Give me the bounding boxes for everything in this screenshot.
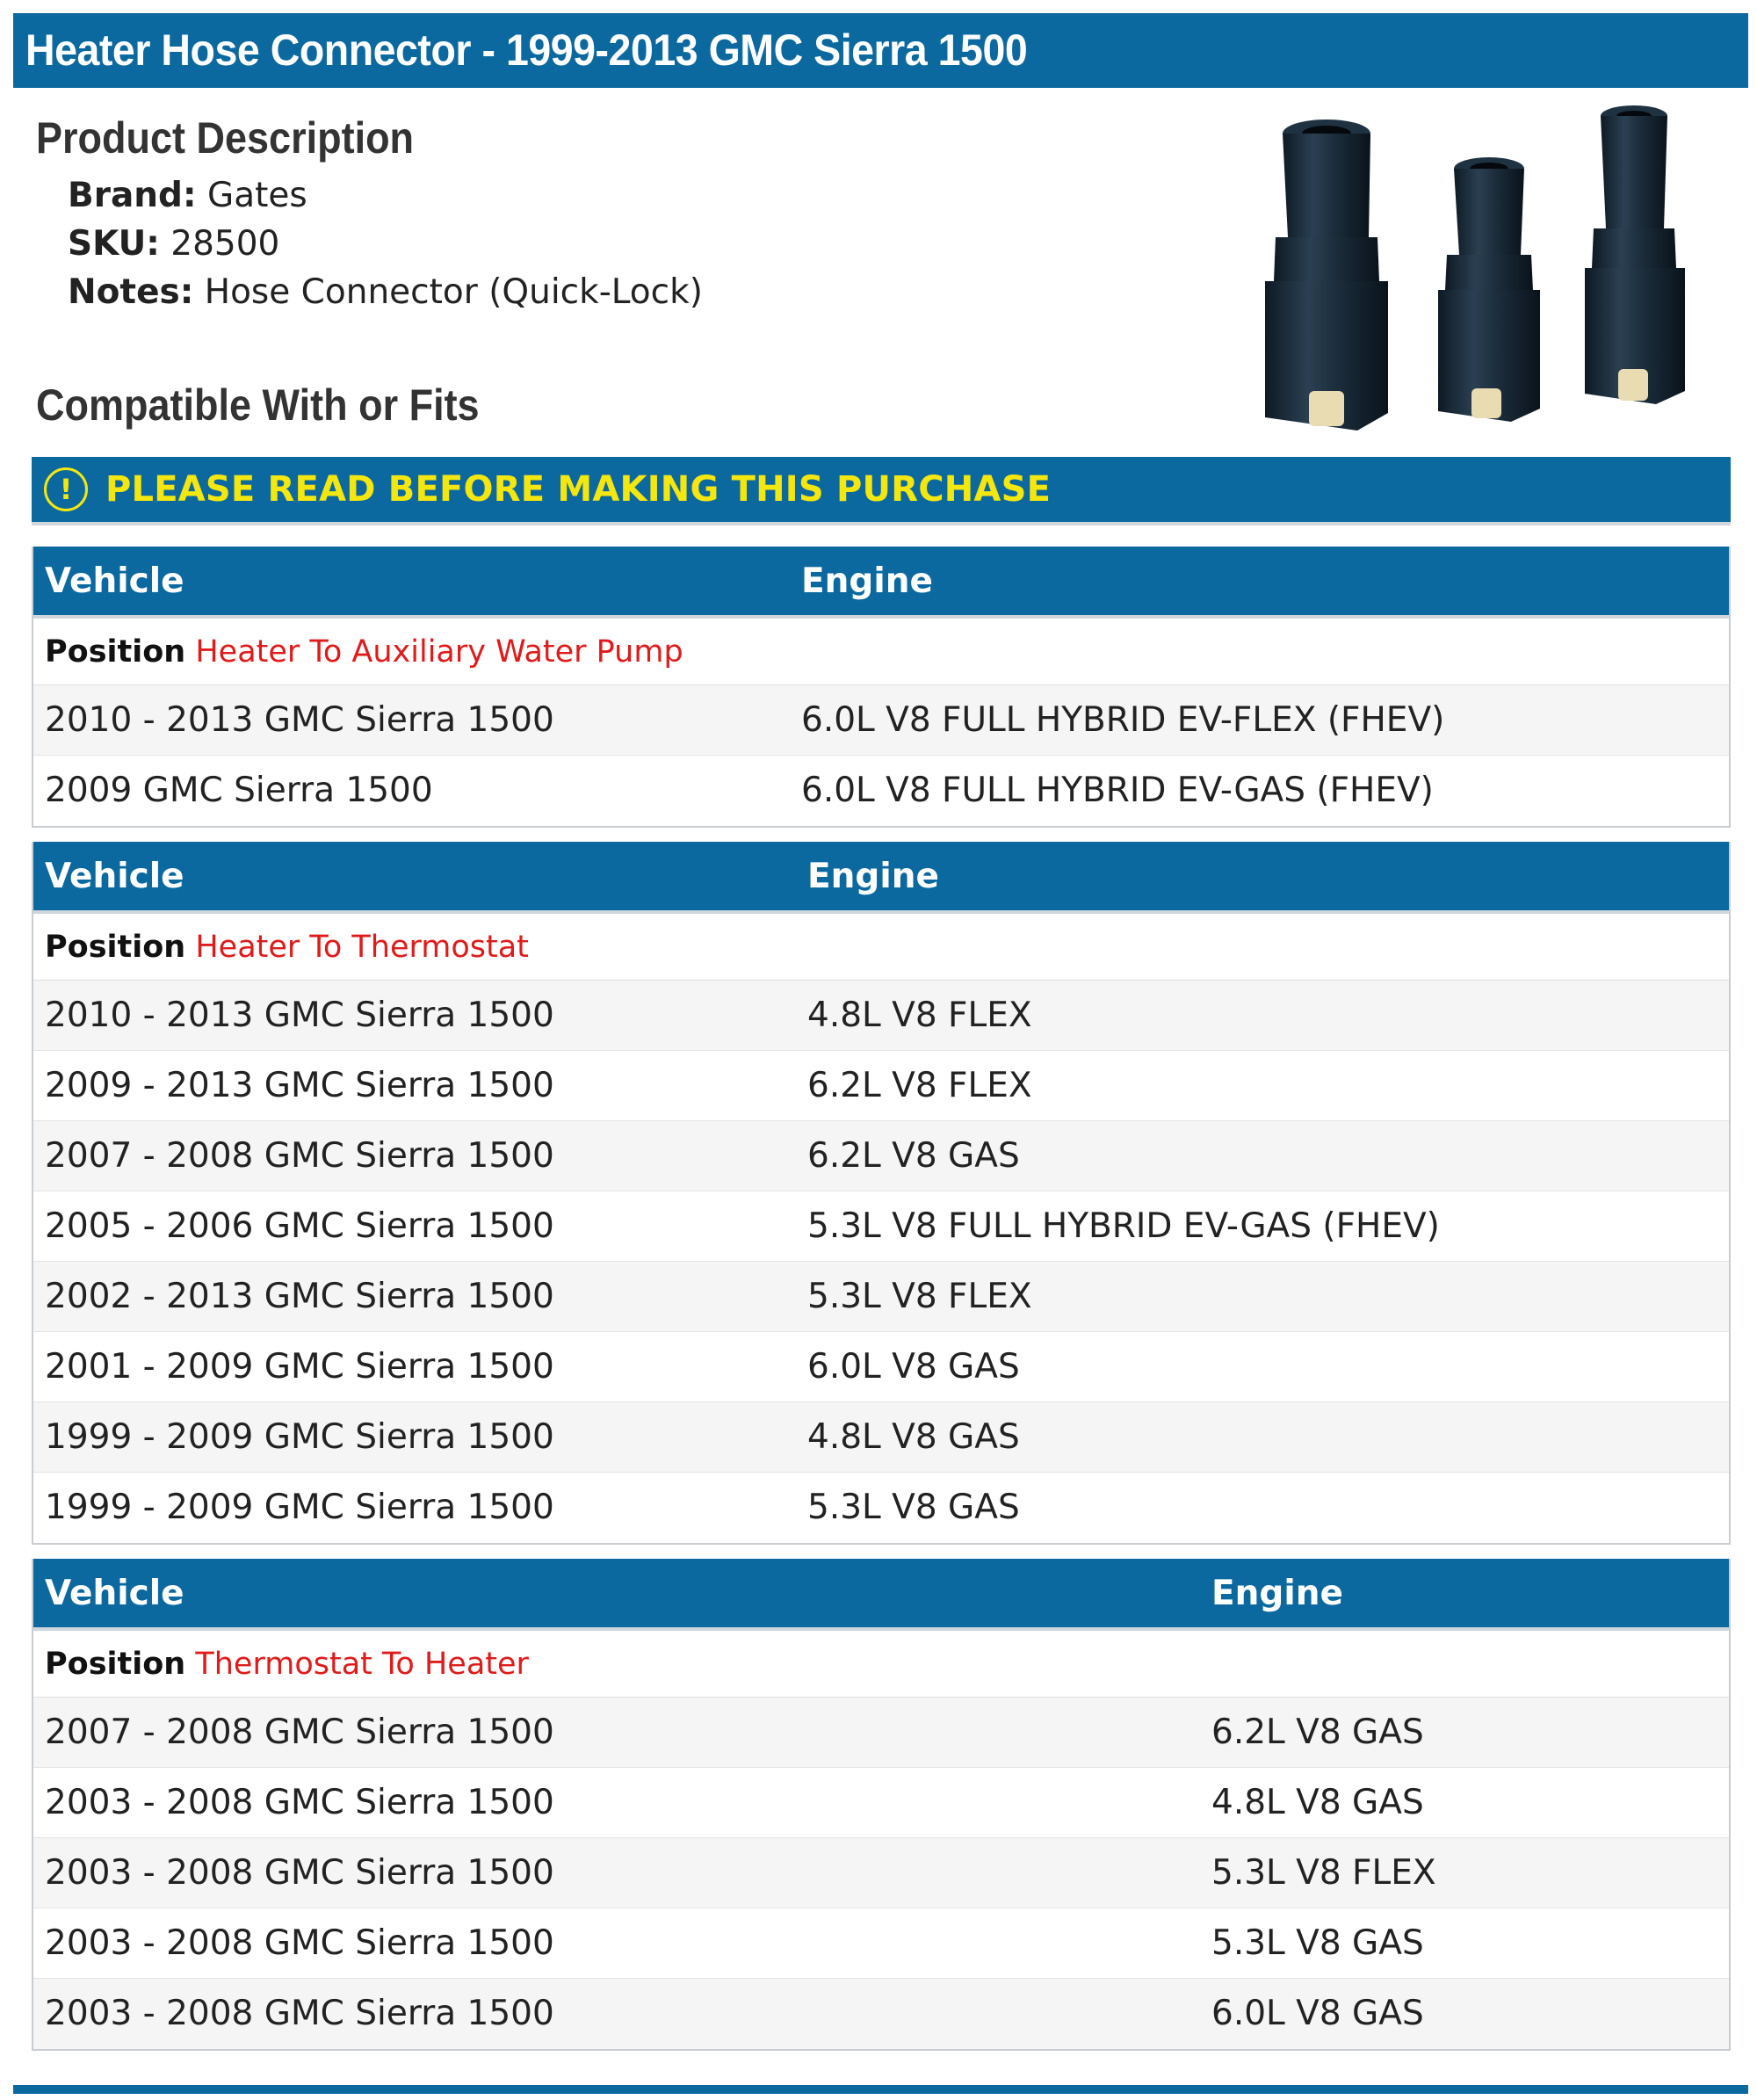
column-header-vehicle: Vehicle <box>45 1574 184 1613</box>
connector-small <box>1585 105 1685 404</box>
vehicle-cell: 2009 GMC Sierra 1500 <box>45 771 433 810</box>
table-row <box>33 1121 1729 1191</box>
sku-row <box>68 220 703 268</box>
column-header-vehicle: Vehicle <box>45 857 184 896</box>
engine-cell: 6.0L V8 GAS <box>807 1347 1020 1387</box>
footer-divider <box>13 2085 1748 2094</box>
table-row <box>33 1698 1729 1768</box>
table-row <box>33 1768 1729 1838</box>
position-label: Position <box>45 930 186 965</box>
engine-cell: 6.0L V8 FULL HYBRID EV-GAS (FHEV) <box>801 771 1434 810</box>
table-row <box>33 1908 1729 1979</box>
position-row <box>33 914 1729 981</box>
page-title: Heater Hose Connector - 1999-2013 GMC Sierra 1500 <box>25 25 1028 75</box>
vehicle-cell: 2009 - 2013 GMC Sierra 1500 <box>45 1066 554 1105</box>
table-body <box>33 981 1729 1543</box>
column-header-engine: Engine <box>1211 1574 1343 1613</box>
vehicle-cell: 1999 - 2009 GMC Sierra 1500 <box>45 1417 554 1457</box>
column-header-vehicle: Vehicle <box>45 561 184 601</box>
table-header <box>33 1559 1729 1631</box>
vehicle-cell: 2007 - 2008 GMC Sierra 1500 <box>45 1713 554 1752</box>
vehicle-cell: 2003 - 2008 GMC Sierra 1500 <box>45 1783 554 1822</box>
position-row <box>33 1631 1729 1698</box>
page-title-bar <box>13 13 1748 88</box>
engine-cell: 6.2L V8 FLEX <box>807 1066 1032 1105</box>
table-row <box>33 685 1729 756</box>
vehicle-cell: 2002 - 2013 GMC Sierra 1500 <box>45 1277 554 1316</box>
vehicle-cell: 2010 - 2013 GMC Sierra 1500 <box>45 700 554 740</box>
engine-cell: 6.2L V8 GAS <box>807 1136 1020 1176</box>
engine-cell: 6.2L V8 GAS <box>1211 1713 1424 1752</box>
engine-cell: 5.3L V8 FLEX <box>1211 1853 1436 1893</box>
table-row <box>33 1332 1729 1402</box>
compatible-heading: Compatible With or Fits <box>36 380 480 430</box>
table-row <box>33 1402 1729 1473</box>
fitment-table-2 <box>32 842 1731 1545</box>
exclamation-circle-icon: ! <box>44 467 88 511</box>
engine-cell: 5.3L V8 GAS <box>807 1488 1020 1527</box>
product-description-heading: Product Description <box>36 113 415 163</box>
table-row <box>33 1262 1729 1332</box>
notes-label: Notes: <box>68 272 194 312</box>
brand-value: Gates <box>206 176 307 215</box>
table-body <box>33 1698 1729 2049</box>
product-description-list <box>68 171 703 316</box>
vehicle-cell: 2001 - 2009 GMC Sierra 1500 <box>45 1347 554 1387</box>
vehicle-cell: 1999 - 2009 GMC Sierra 1500 <box>45 1488 554 1527</box>
table-header <box>33 547 1729 619</box>
table-row <box>33 1191 1729 1262</box>
position-row <box>33 619 1729 685</box>
position-label: Position <box>45 634 186 670</box>
brand-label: Brand: <box>68 176 197 215</box>
product-image <box>1230 97 1704 431</box>
brand-row <box>68 171 703 220</box>
column-header-engine: Engine <box>801 561 933 601</box>
engine-cell: 6.0L V8 GAS <box>1211 1994 1424 2033</box>
table-row <box>33 981 1729 1051</box>
position-value: Heater To Thermostat <box>195 930 529 965</box>
connector-medium <box>1438 157 1540 422</box>
purchase-warning-banner <box>32 457 1731 525</box>
notes-row <box>68 268 703 316</box>
vehicle-cell: 2003 - 2008 GMC Sierra 1500 <box>45 1994 554 2033</box>
engine-cell: 4.8L V8 GAS <box>807 1417 1020 1457</box>
table-row <box>33 1473 1729 1543</box>
column-header-engine: Engine <box>807 857 939 896</box>
sku-label: SKU: <box>68 224 160 264</box>
engine-cell: 6.0L V8 FULL HYBRID EV-FLEX (FHEV) <box>801 700 1445 740</box>
engine-cell: 4.8L V8 GAS <box>1211 1783 1424 1822</box>
engine-cell: 4.8L V8 FLEX <box>807 996 1032 1035</box>
connector-large <box>1265 119 1388 431</box>
vehicle-cell: 2010 - 2013 GMC Sierra 1500 <box>45 996 554 1035</box>
engine-cell: 5.3L V8 GAS <box>1211 1923 1424 1963</box>
table-body <box>33 685 1729 826</box>
position-label: Position <box>45 1647 186 1682</box>
vehicle-cell: 2003 - 2008 GMC Sierra 1500 <box>45 1853 554 1893</box>
table-row <box>33 1838 1729 1908</box>
vehicle-cell: 2007 - 2008 GMC Sierra 1500 <box>45 1136 554 1176</box>
sku-value: 28500 <box>170 224 280 264</box>
table-row <box>33 1051 1729 1121</box>
table-header <box>33 842 1729 914</box>
warning-text: PLEASE READ BEFORE MAKING THIS PURCHASE <box>105 469 1052 510</box>
notes-value: Hose Connector (Quick-Lock) <box>204 272 703 312</box>
vehicle-cell: 2005 - 2006 GMC Sierra 1500 <box>45 1206 554 1246</box>
vehicle-cell: 2003 - 2008 GMC Sierra 1500 <box>45 1923 554 1963</box>
position-value: Thermostat To Heater <box>195 1647 529 1682</box>
table-row <box>33 756 1729 826</box>
fitment-table-1 <box>32 547 1731 828</box>
fitment-table-3 <box>32 1559 1731 2051</box>
table-row <box>33 1979 1729 2049</box>
engine-cell: 5.3L V8 FULL HYBRID EV-GAS (FHEV) <box>807 1206 1440 1246</box>
engine-cell: 5.3L V8 FLEX <box>807 1277 1032 1316</box>
position-value: Heater To Auxiliary Water Pump <box>195 634 683 670</box>
